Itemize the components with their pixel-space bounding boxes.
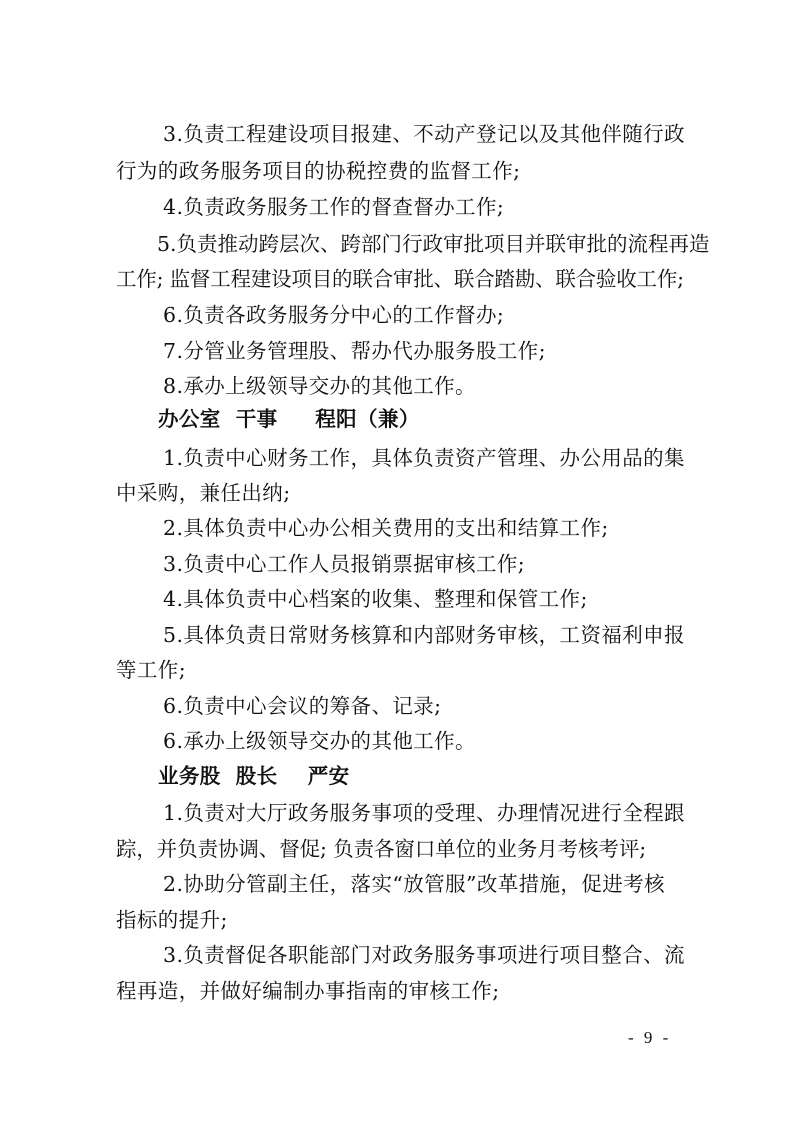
office-duty-2: 2.具体负责中心办公相关费用的支出和结算工作; [163,516,609,540]
business-duty-2-line-1: 2.协助分管副主任，落实“放管服”改革措施，促进考核 [163,872,665,896]
duty-item-7: 7.分管业务管理股、帮办代办服务股工作; [163,339,546,363]
duty-item-8: 8.承办上级领导交办的其他工作。 [163,374,476,398]
business-duty-3-line-2: 程再造，并做好编制办事指南的审核工作; [116,979,500,1003]
duty-item-5-line-2: 工作; 监督工程建设项目的联合审批、联合踏勘、联合验收工作; [116,267,684,291]
page-number: - 9 - [628,1028,672,1047]
office-staff-heading: 办公室 干事 程阳（兼） [158,407,420,431]
business-duty-1-line-2: 踪，并负责协调、督促; 负责各窗口单位的业务月考核考评; [116,837,647,861]
business-section-heading: 业务股 股长 严安 [158,764,350,788]
office-duty-1-line-1: 1.负责中心财务工作，具体负责资产管理、办公用品的集 [163,446,685,470]
office-duty-5-line-2: 等工作; [116,658,187,682]
business-duty-3-line-1: 3.负责督促各职能部门对政务服务事项进行项目整合、流 [163,943,685,967]
duty-item-4: 4.负责政务服务工作的督查督办工作; [163,195,505,219]
business-duty-2-line-2: 指标的提升; [116,908,228,932]
office-duty-7: 6.承办上级领导交办的其他工作。 [163,729,476,753]
business-duty-1-line-1: 1.负责对大厅政务服务事项的受理、办理情况进行全程跟 [163,801,685,825]
duty-item-3-line-1: 3.负责工程建设项目报建、不动产登记以及其他伴随行政 [163,122,685,146]
duty-item-3-line-2: 行为的政务服务项目的协税控费的监督工作; [116,159,521,183]
office-duty-5-line-1: 5.具体负责日常财务核算和内部财务审核，工资福利申报 [163,623,685,647]
office-duty-4: 4.具体负责中心档案的收集、整理和保管工作; [163,587,588,611]
duty-item-6: 6.负责各政务服务分中心的工作督办; [163,303,505,327]
office-duty-1-line-2: 中采购，兼任出纳; [116,481,291,505]
duty-item-5-line-1: 5.负责推动跨层次、跨部门行政审批项目并联审批的流程再造 [157,232,710,256]
office-duty-6: 6.负责中心会议的筹备、记录; [163,694,442,718]
office-duty-3: 3.负责中心工作人员报销票据审核工作; [163,552,526,576]
